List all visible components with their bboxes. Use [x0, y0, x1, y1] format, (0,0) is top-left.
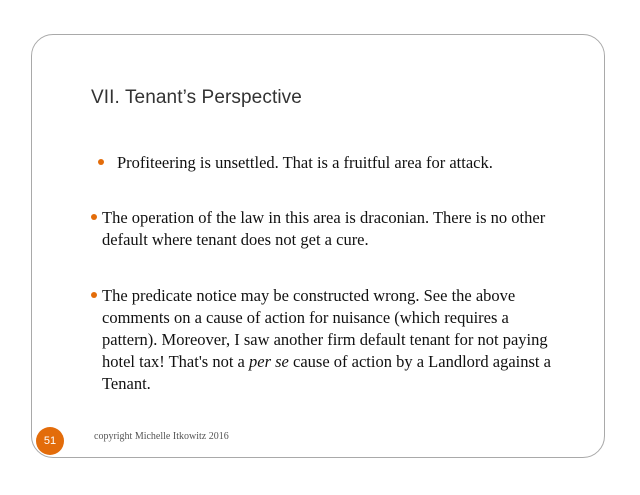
slide-title: VII. Tenant’s Perspective: [91, 87, 302, 108]
bullet-dot-icon: [91, 292, 97, 298]
bullet-text: [98, 152, 568, 174]
bullet-item: [98, 152, 568, 174]
bullet-item: [98, 207, 568, 251]
bullet-text-segment: The predicate notice may be constructed wrong. See the above comments on a cause of action for nuisance (which requires a pattern). Moreover, I saw another firm default tenant for not paying hotel tax! That's not a: [102, 286, 548, 371]
bullet-text-segment: Profiteering is unsettled. That is a fruitful area for attack.: [117, 153, 493, 172]
bullet-text-italic-segment: per se: [249, 352, 289, 371]
bullet-text: [98, 207, 568, 251]
bullet-dot-icon: [98, 159, 104, 165]
page-number-badge: 51: [36, 427, 64, 455]
bullet-text-segment: The operation of the law in this area is draconian. There is no other default where tenant does not get a cure.: [102, 208, 546, 249]
copyright-footer: copyright Michelle Itkowitz 2016: [94, 431, 229, 442]
bullet-text-segment: cause of action by a Landlord against a Tenant.: [102, 352, 551, 393]
bullet-dot-icon: [91, 214, 97, 220]
bullet-text: [98, 285, 568, 395]
bullet-item: [98, 285, 568, 395]
